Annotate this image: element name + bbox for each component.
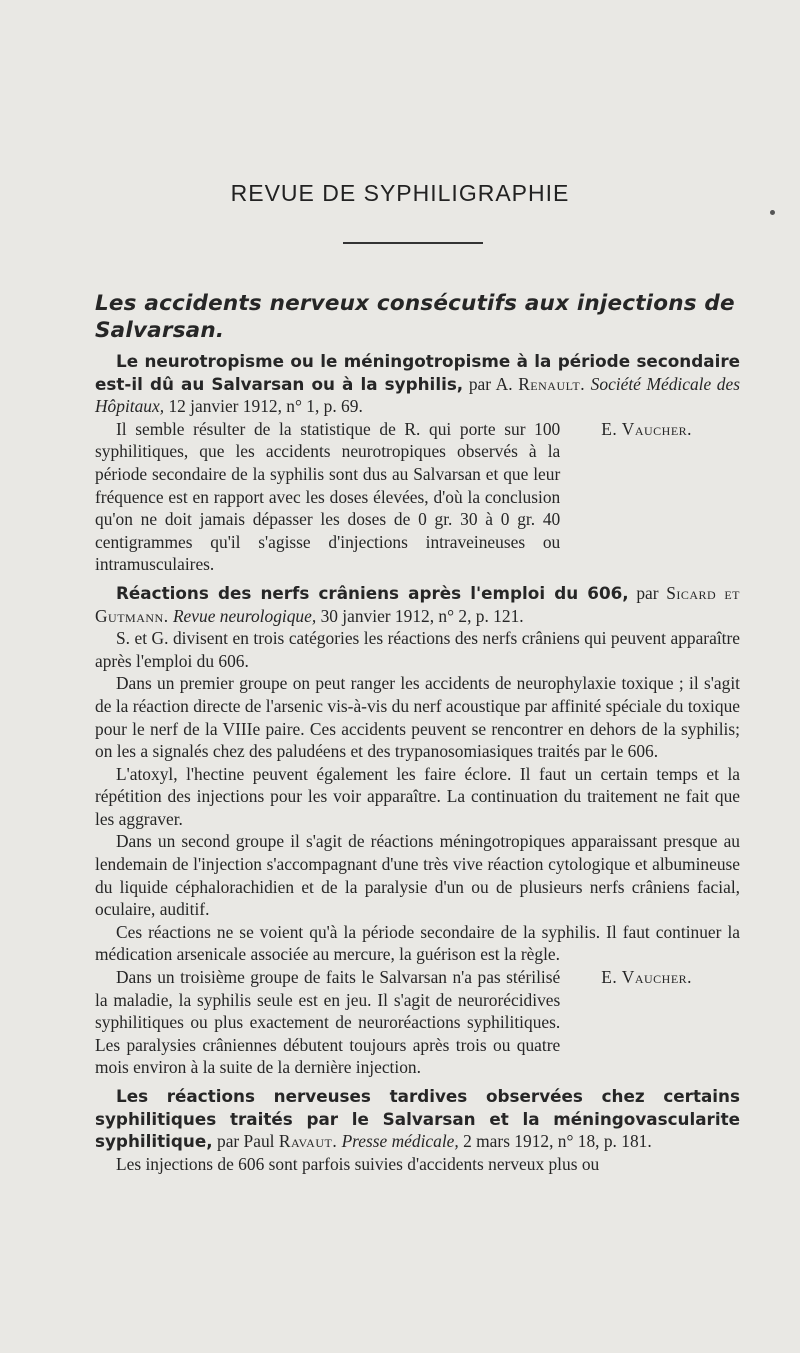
entry-paragraph: Les injections de 606 sont parfois suivies d'accidents nerveux plus ou xyxy=(116,1153,600,1174)
entry-paragraph: Dans un second groupe il s'agit de réactions méningotropiques apparaissant presque au lendemain de l'injection s'accompagnant d'une très vive réaction cytologique et albumineuse du liquide céphalorachidien et de la paralysie d'un ou de plusieurs nerfs crâniens facial, oculaire, auditif. xyxy=(95,831,740,920)
entry-source: Société Médicale des Hôpitaux, xyxy=(95,373,740,417)
review-entry-1 xyxy=(95,350,740,576)
entry-author: Renault. xyxy=(518,373,586,394)
entry-by: par Paul xyxy=(217,1131,275,1152)
main-text xyxy=(95,290,740,1181)
entry-author: Ravaut. xyxy=(278,1131,338,1152)
review-entry-2 xyxy=(95,582,740,1079)
entry-heading xyxy=(95,350,740,418)
entry-source: Revue neurologique, xyxy=(172,605,317,626)
entry-last-paragraph xyxy=(95,418,740,576)
title-rule xyxy=(343,242,483,244)
entry-title: Réactions des nerfs crâniens après l'emploi du 606, xyxy=(116,582,629,603)
entry-paragraph: L'atoxyl, l'hectine peuvent également les faire éclore. Il faut un certain temps et la répétition des injections pour les voir apparaître. La continuation du traitement ne fait que les aggraver. xyxy=(95,763,740,829)
entry-ref: 12 janvier 1912, n° 1, p. 69. xyxy=(168,396,363,417)
entry-by: par A. xyxy=(468,373,513,394)
entry-last-paragraph xyxy=(95,966,740,1079)
entry-ref: 30 janvier 1912, n° 2, p. 121. xyxy=(320,605,524,626)
entry-paragraph: S. et G. divisent en trois catégories les réactions des nerfs crâniens qui peuvent apparaître après l'emploi du 606. xyxy=(95,628,740,671)
section-title: Les accidents nerveux consécutifs aux injections de Salvarsan. xyxy=(95,291,735,343)
entry-paragraph: Dans un premier groupe on peut ranger les accidents de neurophylaxie toxique ; il s'agit de la réaction directe de l'arsenic vis-à-vis du nerf acoustique par affinité spéciale du toxique pour le nerf de la VIIIe paire. Ces accidents peuvent se rencontrer en dehors de la syphilis; on les a signalés chez des paludéens et des trypanosomiasiques traités par le 606. xyxy=(95,673,740,762)
ink-speck xyxy=(770,210,775,215)
entry-by: par xyxy=(636,582,659,603)
entry-title: Les réactions nerveuses tardives observées chez certains syphilitiques traités par le Salvarsan et la méningovascularite syphilitique, xyxy=(95,1086,740,1152)
entry-heading xyxy=(95,1085,740,1153)
entry-paragraph: Ces réactions ne se voient qu'à la période secondaire de la syphilis. Il faut continuer la médication arsenicale associée au mercure, la guérison est la règle. xyxy=(95,921,740,965)
page-header-title: REVUE DE SYPHILIGRAPHIE xyxy=(230,180,570,206)
entry-heading xyxy=(95,582,740,627)
entry-author: Sicard et Gutmann. xyxy=(95,582,740,626)
entry-signature: E. Vaucher. xyxy=(601,418,692,439)
paragraph-text: Dans un troisième groupe de faits le Salvarsan n'a pas stérilisé la maladie, la syphilis seule est en jeu. Il s'agit de neurorécidives syphilitiques ou plus exactement de neuroréactions syphilitiques. Les paralysies crâniennes débutent toujours après trois ou quatre mois environ à la suite de la dernière injection. xyxy=(95,967,561,1078)
paragraph-text: Il semble résulter de la statistique de R. qui porte sur 100 syphilitiques, que les accidents neurotropiques observés à la période secondaire de la syphilis sont dus au Salvarsan et que leur fréquence est en rapport avec les doses élevées, d'où la conclusion qu'on ne doit jamais dépasser les doses de 0 gr. 30 à 0 gr. 40 centigrammes qu'il s'agisse d'injections intraveineuses ou intramusculaires. xyxy=(95,418,561,575)
entry-source: Presse médicale, xyxy=(341,1131,459,1152)
review-entry-3 xyxy=(95,1085,740,1175)
entry-title: Le neurotropisme ou le méningotropisme à la période secondaire est-il dû au Salvarsan ou à la syphilis, xyxy=(95,351,740,394)
entry-signature: E. Vaucher. xyxy=(601,967,692,988)
entry-ref: 2 mars 1912, n° 18, p. 181. xyxy=(463,1131,652,1152)
